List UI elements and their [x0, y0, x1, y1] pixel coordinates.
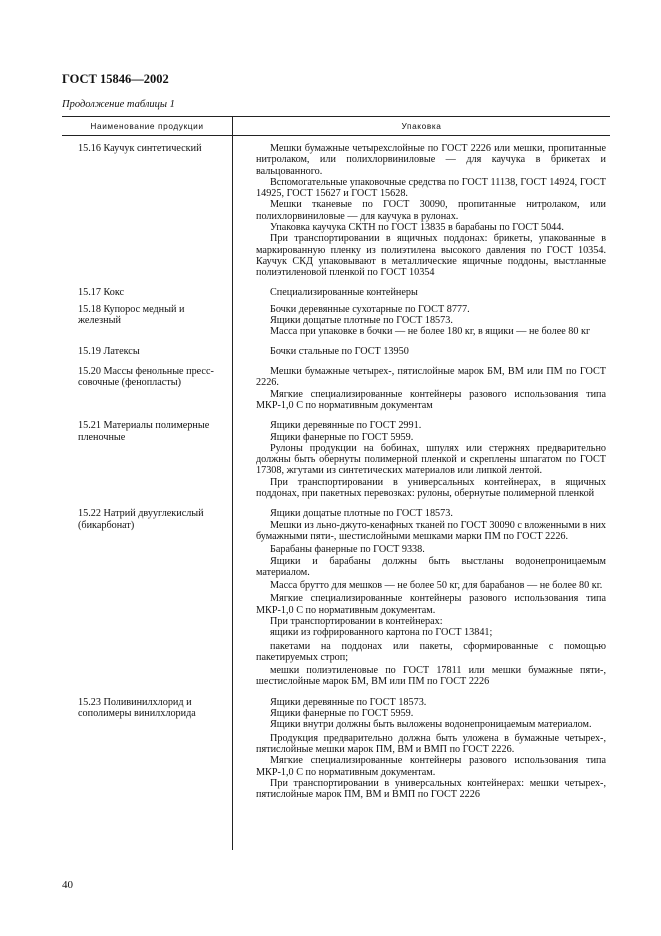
table-header	[62, 116, 610, 136]
column-header-packaging: Упаковка	[401, 121, 442, 131]
table-continuation-caption: Продолжение таблицы 1	[62, 99, 175, 110]
packaging-line: Бочки деревянные сухотарные по ГОСТ 8777.	[270, 303, 470, 315]
packaging-line: Бочки стальные по ГОСТ 13950	[270, 345, 409, 357]
packaging-line: Масса брутто для мешков — не более 50 кг, для барабанов — не более 80 кг.	[270, 580, 603, 592]
packaging-line: Ящики фанерные по ГОСТ 5959.	[270, 708, 414, 720]
product-name: 15.22 Натрий двууглекислый (бикарбонат)	[78, 508, 204, 531]
packaging-line: Мешки из льно-джуто-кенафных тканей по ГОСТ 30090 с вложенными в них бумажными пяти-, шестислойными мешками марки ПМ по ГОСТ 2226.	[256, 519, 606, 542]
packaging-line: Мешки бумажные четырехслойные по ГОСТ 2226 или мешки, пропитанные нитролаком, или полихлорвиниловые — для каучука в брикетах и вальцованного.	[256, 143, 606, 177]
product-name: 15.18 Купорос медный и железный	[78, 303, 185, 327]
packaging-line: Мягкие специализированные контейнеры разового использования типа МКР-1,0 С по нормативным документам.	[256, 593, 606, 616]
table-row	[62, 143, 610, 279]
packaging-cell	[232, 346, 610, 357]
product-name: 15.23 Поливинилхлорид и сополимеры винилхлорида	[78, 696, 196, 720]
packaging-line: При транспортировании в контейнерах:	[270, 615, 443, 627]
packaging-line: Ящики деревянные по ГОСТ 2991.	[270, 420, 422, 432]
product-name: 15.19 Латексы	[78, 345, 140, 357]
table-row	[62, 508, 610, 687]
packaging-line: Ящики дощатые плотные по ГОСТ 18573.	[270, 315, 453, 327]
document-header: ГОСТ 15846—2002	[62, 72, 169, 86]
packaging-line: Ящики дощатые плотные по ГОСТ 18573.	[270, 508, 453, 520]
packaging-line: При транспортировании в универсальных контейнерах: мешки четырех-, пятислойные марок ПМ, ВМ и ВМП по ГОСТ 2226	[256, 777, 606, 801]
packaging-cell	[232, 366, 610, 411]
packaging-line: Вспомогательные упаковочные средства по ГОСТ 11138, ГОСТ 14924, ГОСТ 14925, ГОСТ 15627 и ГОСТ 15628.	[256, 176, 606, 200]
table-row	[62, 304, 610, 338]
table-row	[62, 287, 610, 298]
packaging-line: ящики из гофрированного картона по ГОСТ 13841;	[270, 627, 493, 639]
column-header-product: Наименование продукции	[62, 117, 233, 135]
packaging-line: Ящики фанерные по ГОСТ 5959.	[270, 431, 414, 443]
packaging-cell	[232, 304, 610, 338]
packaging-line: Ящики внутри должны быть выложены водонепроницаемым материалом.	[270, 719, 592, 731]
packaging-cell	[232, 143, 610, 279]
packaging-line: Упаковка каучука СКТН по ГОСТ 13835 в барабаны по ГОСТ 5044.	[270, 222, 564, 234]
packaging-line: Специализированные контейнеры	[270, 286, 418, 298]
packaging-line: Мешки бумажные четырех-, пятислойные марок БМ, ВМ или ПМ по ГОСТ 2226.	[256, 366, 606, 389]
packaging-line: При транспортировании в ящичных поддонах: брикеты, упакованные в маркированную пленку из полиэтилена высокого давления по ГОСТ 10354. Каучук СКД упаковывают в металлические ящичные поддоны, выстланные полиэтиленовой пленкой по ГОСТ 10354	[256, 233, 606, 279]
table-row	[62, 346, 610, 357]
packaging-line: Ящики деревянные по ГОСТ 18573.	[270, 696, 427, 708]
packaging-line: Масса при упаковке в бочки — не более 180 кг, в ящики — не более 80 кг	[270, 326, 591, 338]
packaging-line: Барабаны фанерные по ГОСТ 9338.	[270, 544, 425, 556]
table-row	[62, 697, 610, 801]
packaging-line: Мягкие специализированные контейнеры разового использования типа МКР-1,0 С по нормативным документам.	[256, 755, 606, 778]
column-divider	[232, 134, 233, 850]
product-name: 15.21 Материалы полимерные пленочные	[78, 420, 210, 443]
product-name: 15.17 Кокс	[78, 286, 125, 298]
product-name: 15.20 Массы фенольные пресс-совочные (фенопласты)	[78, 366, 214, 389]
packaging-line: При транспортировании в универсальных контейнерах, в ящичных поддонах, при пакетных перевозках: рулоны, обернутые полимерной пленкой	[256, 476, 606, 500]
product-name: 15.16 Каучук синтетический	[78, 143, 202, 154]
packaging-line: Мешки тканевые по ГОСТ 30090, пропитанные нитролаком, или полихлорвиниловые — для каучука в рулонах.	[256, 199, 606, 222]
packaging-cell	[232, 287, 610, 298]
table-row	[62, 420, 610, 499]
packaging-line: Ящики и барабаны должны быть выстланы водонепроницаемым материалом.	[256, 555, 606, 578]
table-row	[62, 366, 610, 411]
packaging-cell	[232, 697, 610, 801]
page-number: 40	[62, 879, 73, 891]
packaging-line: пакетами на поддонах или пакеты, сформированные с помощью пакетируемых строп;	[256, 640, 606, 663]
packaging-line: Мягкие специализированные контейнеры разового использования типа МКР-1,0 С по нормативным документам	[256, 388, 606, 411]
packaging-cell	[232, 420, 610, 499]
packaging-line: Продукция предварительно должна быть уложена в бумажные четырех-, пятислойные мешки марок ПМ, ВМ и ВМП по ГОСТ 2226.	[256, 732, 606, 755]
packaging-line: Рулоны продукции на бобинах, шпулях или стержнях предварительно должны быть обернуты полимерной пленкой и скреплены шпагатом по ГОСТ 17308, жгутами из синтетических материалов или липкой лентой.	[256, 442, 606, 477]
packaging-table	[62, 116, 610, 800]
packaging-line: мешки полиэтиленовые по ГОСТ 17811 или мешки бумажные пяти-, шестислойные марок БМ, ВМ или ПМ по ГОСТ 2226	[256, 665, 606, 688]
packaging-cell	[232, 508, 610, 687]
